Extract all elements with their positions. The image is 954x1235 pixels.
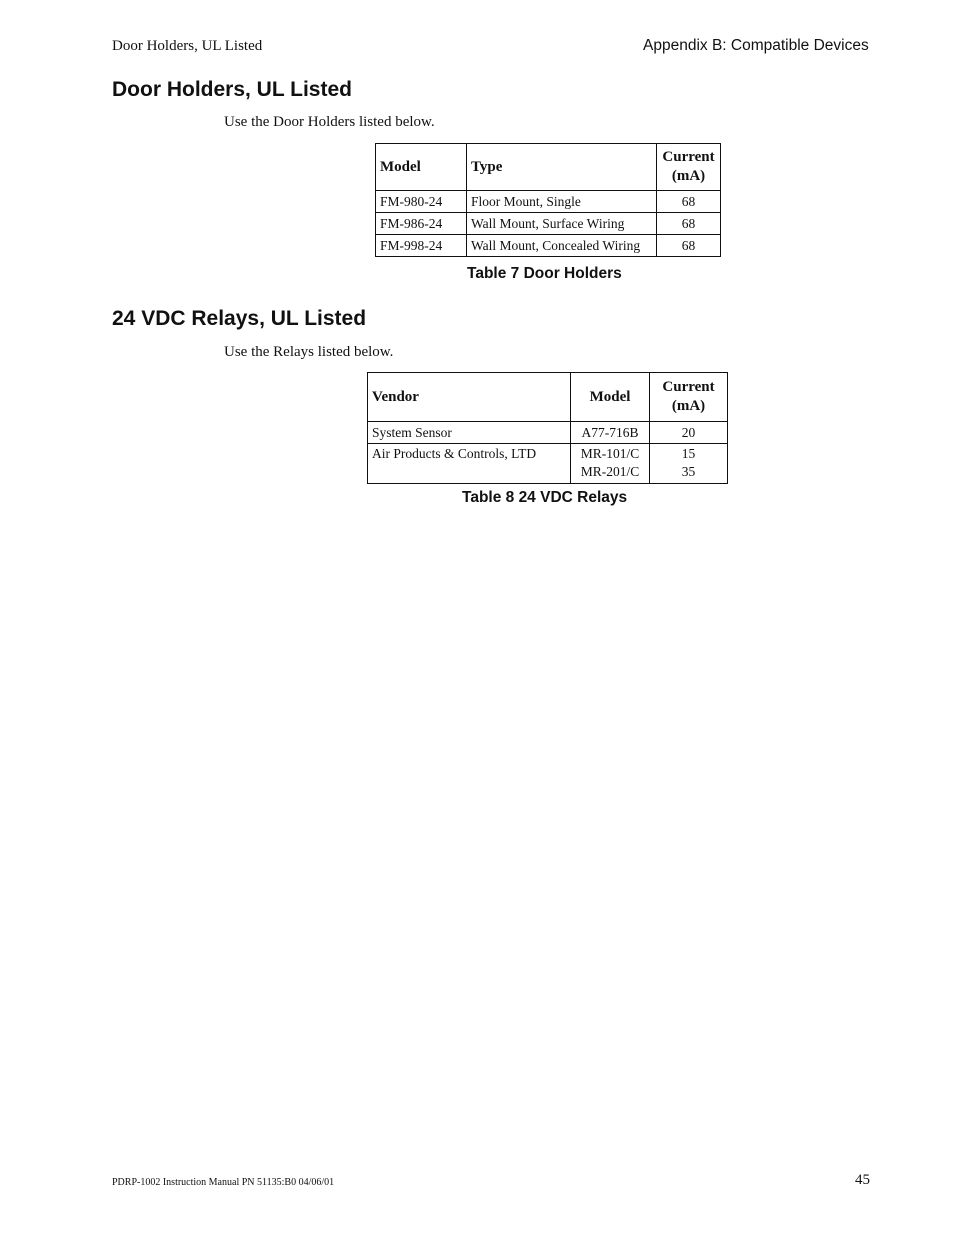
table-header-row bbox=[368, 373, 728, 422]
section-intro-door-holders: Use the Door Holders listed below. bbox=[224, 114, 435, 130]
cell-model-line: A77-716B bbox=[581, 425, 639, 440]
column-header-current-line2: (mA) bbox=[671, 168, 706, 184]
cell-current: 68 bbox=[657, 235, 721, 257]
cell-model bbox=[571, 422, 650, 444]
table-row bbox=[368, 422, 728, 444]
cell-model: FM-986-24 bbox=[376, 213, 467, 235]
table-row bbox=[368, 444, 728, 484]
running-header-left: Door Holders, UL Listed bbox=[112, 38, 263, 54]
section-intro-relays: Use the Relays listed below. bbox=[224, 344, 394, 360]
cell-current-line: 35 bbox=[681, 464, 696, 479]
column-header-model: Model bbox=[571, 373, 650, 422]
cell-model: FM-998-24 bbox=[376, 235, 467, 257]
running-header-right: Appendix B: Compatible Devices bbox=[643, 37, 869, 54]
table-row bbox=[376, 235, 721, 257]
column-header-current-line1: Current bbox=[662, 379, 715, 395]
relays-table bbox=[367, 372, 728, 484]
cell-model bbox=[571, 444, 650, 484]
column-header-current bbox=[650, 373, 728, 422]
cell-model-line: MR-201/C bbox=[580, 464, 640, 479]
column-header-current-line2: (mA) bbox=[671, 398, 706, 414]
cell-type: Floor Mount, Single bbox=[467, 191, 657, 213]
cell-current-line: 15 bbox=[681, 446, 696, 461]
cell-vendor: Air Products & Controls, LTD bbox=[368, 444, 571, 484]
table-caption-relays: Table 8 24 VDC Relays bbox=[462, 489, 628, 506]
cell-current: 68 bbox=[657, 213, 721, 235]
page-number: 45 bbox=[855, 1172, 870, 1188]
cell-current bbox=[650, 444, 728, 484]
column-header-vendor: Vendor bbox=[368, 373, 571, 422]
cell-current-line: 20 bbox=[681, 425, 696, 440]
cell-model: FM-980-24 bbox=[376, 191, 467, 213]
door-holders-table bbox=[375, 143, 721, 257]
section-title-relays: 24 VDC Relays, UL Listed bbox=[112, 307, 367, 330]
column-header-current-line1: Current bbox=[662, 149, 715, 165]
cell-type: Wall Mount, Concealed Wiring bbox=[467, 235, 657, 257]
table-header-row bbox=[376, 144, 721, 191]
table-caption-door-holders: Table 7 Door Holders bbox=[467, 265, 622, 282]
cell-current bbox=[650, 422, 728, 444]
cell-model-line: MR-101/C bbox=[580, 446, 640, 461]
table-row bbox=[376, 191, 721, 213]
column-header-model: Model bbox=[376, 144, 467, 191]
column-header-type: Type bbox=[467, 144, 657, 191]
footer-document-id: PDRP-1002 Instruction Manual PN 51135:B0 04/06/01 bbox=[112, 1177, 335, 1188]
table-row bbox=[376, 213, 721, 235]
column-header-current bbox=[657, 144, 721, 191]
section-title-door-holders: Door Holders, UL Listed bbox=[112, 78, 352, 101]
cell-vendor: System Sensor bbox=[368, 422, 571, 444]
cell-current: 68 bbox=[657, 191, 721, 213]
cell-type: Wall Mount, Surface Wiring bbox=[467, 213, 657, 235]
